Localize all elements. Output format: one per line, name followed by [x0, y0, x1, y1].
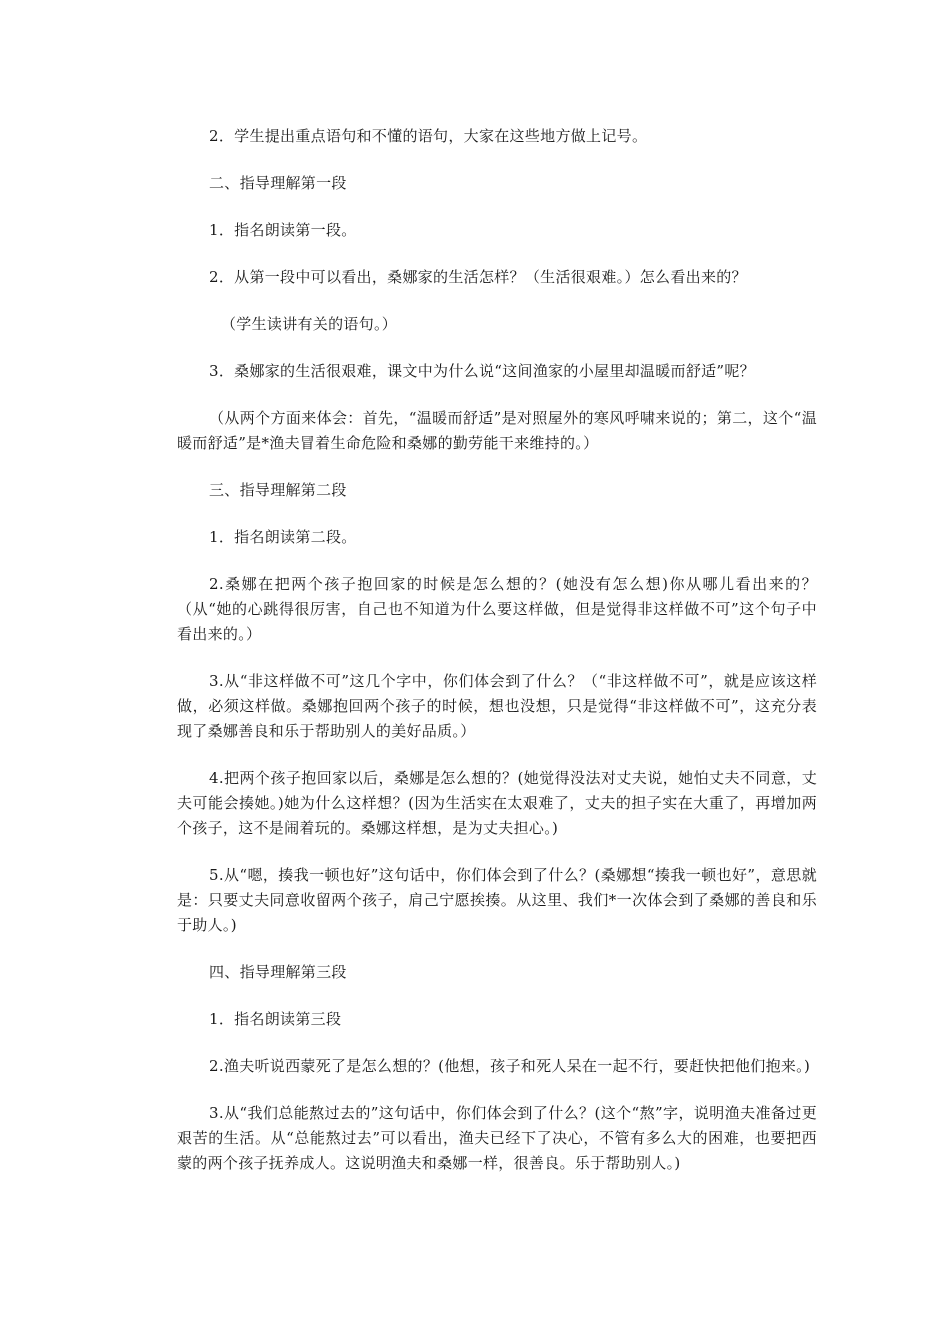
paragraph: 1．指名朗读第三段	[209, 1010, 342, 1028]
section-heading-2: 二、指导理解第一段	[209, 174, 347, 192]
paragraph: 5.从“嗯，揍我一顿也好”这句话中，你们体会到了什么？(桑娜想“揍我一顿也好”，意思就是：只要丈夫同意收留两个孩子，肩己宁愿挨揍。从这里、我们*一次体会到了桑娜的善良和乐于助人。)	[177, 866, 817, 934]
paragraph: 2．从第一段中可以看出，桑娜家的生活怎样？（生活很艰难。）怎么看出来的？	[209, 268, 747, 286]
paragraph-step-2-mark: 2．学生提出重点语句和不懂的语句，大家在这些地方做上记号。	[209, 127, 648, 145]
paragraph: （从两个方面来体会：首先，“温暖而舒适”是对照屋外的寒风呼啸来说的；第二，这个“温暖而舒适”是*渔夫冒着生命危险和桑娜的勤劳能干来维持的。）	[177, 409, 817, 452]
paragraph: 3．桑娜家的生活很艰难，课文中为什么说“这间渔家的小屋里却温暖而舒适”呢？	[209, 362, 755, 380]
paragraph: 2.桑娜在把两个孩子抱回家的时候是怎么想的？(她没有怎么想)你从哪儿看出来的？（从“她的心跳得很厉害，自己也不知道为什么要这样做，但是觉得非这样做不可”这个句子中看出来的。）	[177, 575, 817, 643]
paragraph: （学生读讲有关的语句。）	[221, 315, 398, 333]
paragraph: 1．指名朗读第二段。	[209, 528, 357, 546]
paragraph: 1．指名朗读第一段。	[209, 221, 357, 239]
paragraph: 3.从“非这样做不可”这几个字中，你们体会到了什么？（“非这样做不可”，就是应该这样做，必须这样做。桑娜抱回两个孩子的时候，想也没想，只是觉得“非这样做不可”，这充分表现了桑娜善良和乐于帮助别人的美好品质。）	[177, 672, 817, 740]
section-heading-4: 四、指导理解第三段	[209, 963, 347, 981]
paragraph: 2.渔夫听说西蒙死了是怎么想的？(他想，孩子和死人呆在一起不行，要赶快把他们抱来。)	[209, 1057, 811, 1075]
document-body	[177, 124, 817, 1198]
section-heading-3: 三、指导理解第二段	[209, 481, 347, 499]
paragraph: 4.把两个孩子抱回家以后，桑娜是怎么想的？(她觉得没法对丈夫说，她怕丈夫不同意，丈夫可能会揍她。)她为什么这样想？(因为生活实在太艰难了，丈夫的担子实在大重了，再增加两个孩子，这不是闹着玩的。桑娜这样想，是为丈夫担心。)	[177, 769, 817, 837]
paragraph: 3.从“我们总能熬过去的”这句话中，你们体会到了什么？(这个“熬”字，说明渔夫准备过更艰苦的生活。从“总能熬过去”可以看出，渔夫已经下了决心，不管有多么大的困难，也要把西蒙的两个孩子抚养成人。这说明渔夫和桑娜一样，很善良。乐于帮助别人。)	[177, 1104, 817, 1172]
